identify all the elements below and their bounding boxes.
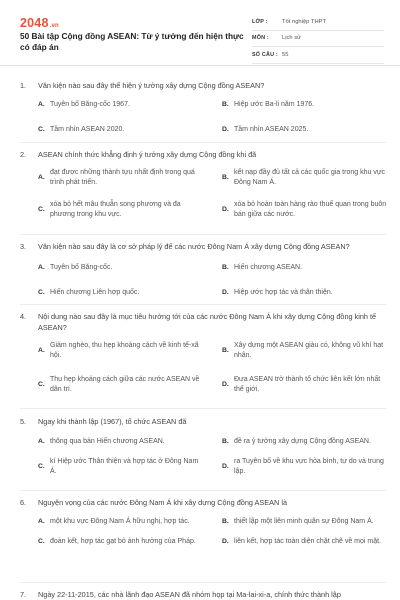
question-text: Nguyện vọng của các nước Đông Nam Á khi xây dựng Cộng đồng ASEAN là [38, 498, 288, 507]
option-a[interactable] [38, 437, 210, 447]
option-c[interactable] [38, 457, 210, 477]
site-logo[interactable] [20, 16, 59, 30]
question-number: 5. [20, 417, 27, 426]
option-a[interactable] [38, 341, 210, 361]
question-6 [20, 497, 386, 547]
meta-key: LỚP : [252, 18, 268, 25]
option-b[interactable] [222, 437, 394, 447]
answer-options [38, 517, 386, 547]
option-d[interactable] [222, 537, 394, 547]
question-1 [20, 80, 386, 135]
option-text: Xây dựng một ASEAN giàu có, không vũ khí hạt nhân. [234, 342, 384, 359]
option-letter: A. [38, 347, 45, 354]
option-text: Đưa ASEAN trở thành tổ chức liên kết lớn nhất thế giới. [234, 376, 381, 393]
meta-row-subject [252, 31, 384, 48]
option-letter: C. [38, 126, 45, 133]
divider [20, 304, 386, 305]
option-text: Hiến chương ASEAN. [234, 264, 303, 271]
meta-row-grade [252, 14, 384, 31]
option-a[interactable] [38, 263, 210, 273]
option-letter: D. [222, 206, 229, 213]
question-5 [20, 416, 386, 477]
option-letter: A. [38, 101, 45, 108]
option-letter: C. [38, 381, 45, 388]
option-text: Thu hẹp khoảng cách giữa các nước ASEAN về dân trí. [50, 376, 200, 393]
question-stem [20, 416, 386, 427]
option-letter: A. [38, 518, 45, 525]
option-text: Giảm nghèo, thu hẹp khoảng cách về kinh tế-xã hội. [50, 342, 199, 359]
question-stem [20, 80, 386, 91]
question-number: 3. [20, 242, 27, 251]
option-text: xóa bỏ hết mâu thuẫn song phương và đa phương trong khu vực. [50, 201, 181, 218]
question-number: 7. [20, 590, 27, 599]
option-letter: C. [38, 206, 45, 213]
option-b[interactable] [222, 100, 394, 110]
option-letter: C. [38, 289, 45, 296]
question-3 [20, 241, 386, 298]
answer-options [38, 100, 386, 135]
divider [20, 582, 386, 583]
option-c[interactable] [38, 125, 210, 135]
question-4 [20, 311, 386, 395]
option-text: thông qua bản Hiến chương ASEAN. [50, 438, 165, 445]
option-letter: C. [38, 463, 45, 470]
divider [20, 408, 386, 409]
answer-options [38, 168, 386, 220]
answer-options [38, 341, 386, 395]
option-letter: A. [38, 438, 45, 445]
option-c[interactable] [38, 375, 210, 395]
question-text: Văn kiện nào sau đây là cơ sở pháp lý để các nước Đông Nam Á xây dựng Cộng đồng ASEAN? [38, 242, 350, 251]
option-text: ra Tuyên bố về khu vực hòa bình, tự do và trung lập. [234, 458, 384, 475]
question-text: Nội dung nào sau đây là mục tiêu hướng tới của các nước Đông Nam Á khi xây dựng Cộng đồng kinh tế ASEAN? [38, 312, 377, 332]
page-header [0, 0, 400, 66]
option-text: kết nạp đầy đủ tất cả các quốc gia trong khu vực Đông Nam Á. [234, 169, 385, 186]
option-text: một khu vực Đông Nam Á hữu nghị, hợp tác. [50, 518, 190, 525]
option-letter: B. [222, 264, 229, 271]
option-d[interactable] [222, 125, 394, 135]
option-c[interactable] [38, 200, 210, 220]
option-letter: D. [222, 538, 229, 545]
question-text: ASEAN chính thức khẳng định ý tưởng xây dựng Cộng đồng khi đã [38, 150, 257, 159]
option-a[interactable] [38, 517, 210, 527]
option-d[interactable] [222, 200, 394, 220]
option-b[interactable] [222, 263, 394, 273]
option-b[interactable] [222, 168, 394, 188]
option-text: đoàn kết, hợp tác gạt bỏ ảnh hưởng của Pháp. [50, 538, 196, 545]
option-text: Tầm nhìn ASEAN 2025. [234, 126, 309, 133]
question-7 [20, 589, 386, 600]
question-stem [20, 311, 386, 333]
question-number: 6. [20, 498, 27, 507]
option-letter: D. [222, 289, 229, 296]
meta-key: MÔN : [252, 35, 269, 42]
option-letter: C. [38, 538, 45, 545]
question-text: Văn kiện nào sau đây thể hiện ý tưởng xây dựng Cộng đồng ASEAN? [38, 81, 265, 90]
option-letter: B. [222, 101, 229, 108]
option-text: xóa bỏ hoàn toàn hàng rào thuế quan trong buôn bán giữa các nước. [234, 201, 387, 218]
option-text: liên kết, hợp tác toàn diện chặt chẽ về mọi mặt. [234, 538, 382, 545]
option-c[interactable] [38, 288, 210, 298]
question-number: 1. [20, 81, 27, 90]
meta-value: 55 [282, 51, 289, 58]
option-text: đề ra ý tưởng xây dựng Cộng đồng ASEAN. [234, 438, 371, 445]
question-text: Ngay khi thành lập (1967), tổ chức ASEAN đã [38, 417, 187, 426]
divider [20, 234, 386, 235]
question-stem [20, 149, 386, 160]
option-letter: D. [222, 381, 229, 388]
question-text: Ngày 22-11-2015, các nhà lãnh đạo ASEAN đã nhóm họp tại Ma-lai-xi-a, chính thức thành lập [38, 590, 341, 599]
option-d[interactable] [222, 288, 394, 298]
question-2 [20, 149, 386, 220]
option-text: Hiệp ước hợp tác và thân thiện. [234, 289, 333, 296]
meta-key: SỐ CÂU : [252, 51, 278, 58]
option-letter: D. [222, 126, 229, 133]
option-a[interactable] [38, 100, 210, 110]
document-title: 50 Bài tập Cộng đồng ASEAN: Từ ý tưởng đến hiện thực có đáp án [20, 31, 244, 52]
option-text: đạt được những thành tựu nhất định trong quá trình phát triển. [50, 169, 195, 186]
option-letter: B. [222, 347, 229, 354]
question-stem [20, 589, 386, 600]
meta-value: Lịch sử [282, 35, 302, 42]
option-text: Tuyên bố Băng-cốc 1967. [50, 101, 130, 108]
option-b[interactable] [222, 341, 394, 361]
question-number: 2. [20, 150, 27, 159]
option-b[interactable] [222, 517, 394, 527]
meta-row-count [252, 47, 384, 64]
option-text: Tầm nhìn ASEAN 2020. [50, 126, 125, 133]
option-d[interactable] [222, 375, 394, 395]
divider [20, 490, 386, 491]
question-stem [20, 241, 386, 252]
option-text: Hiệp ước Ba-li năm 1976. [234, 101, 315, 108]
option-letter: B. [222, 438, 229, 445]
document-meta [252, 14, 384, 64]
option-letter: A. [38, 264, 45, 271]
answer-options [38, 437, 386, 477]
option-letter: D. [222, 463, 229, 470]
answer-options [38, 263, 386, 298]
option-text: Hiến chương Liên hợp quốc. [50, 289, 140, 296]
question-number: 4. [20, 312, 27, 321]
divider [20, 142, 386, 143]
option-a[interactable] [38, 168, 210, 188]
logo-suffix: .vn [49, 23, 59, 29]
option-text: kí Hiệp ước Thân thiện và hợp tác ở Đông Nam Á. [50, 458, 199, 475]
option-letter: A. [38, 174, 45, 181]
option-letter: B. [222, 174, 229, 181]
option-text: Tuyên bố Băng-cốc. [50, 264, 113, 271]
meta-value: Tốt nghiệp THPT [282, 18, 327, 25]
option-letter: B. [222, 518, 229, 525]
question-stem [20, 497, 386, 508]
option-text: thiết lập một liên minh quân sự Đông Nam Á. [234, 518, 374, 525]
option-d[interactable] [222, 457, 394, 477]
logo-text: 2048 [20, 16, 49, 30]
option-c[interactable] [38, 537, 210, 547]
